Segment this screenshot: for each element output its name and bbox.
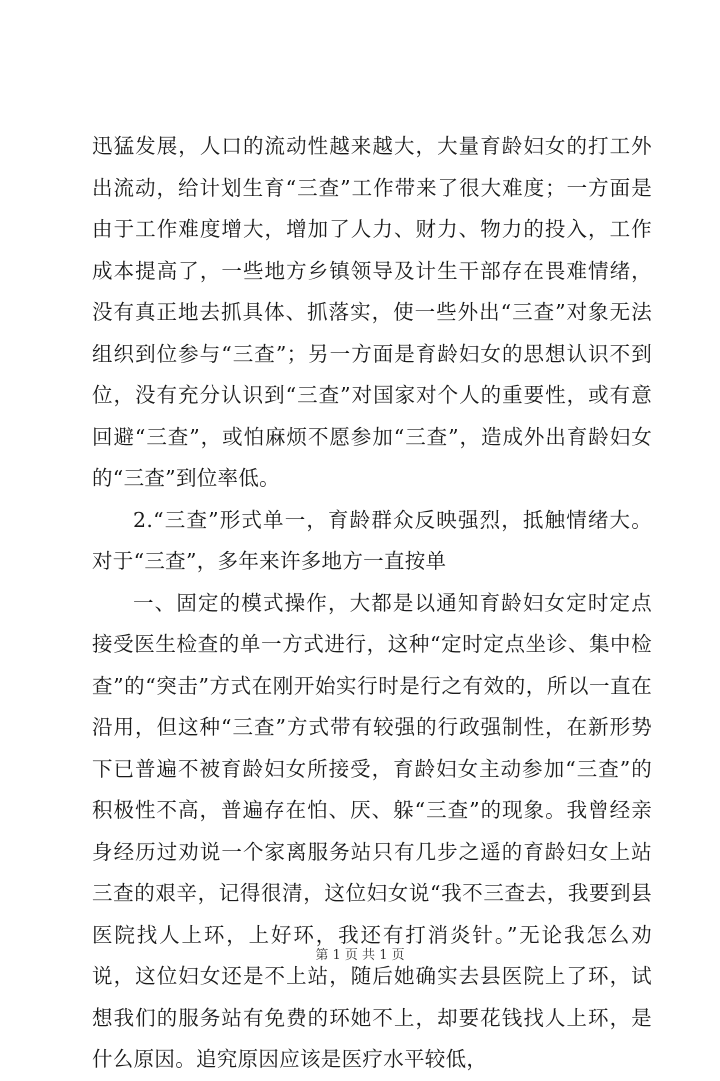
paragraph-3: 一、固定的模式操作，大都是以通知育龄妇女定时定点接受医生检查的单一方式进行，这种“定时定点坐诊、集中检查”的“突击”方式在刚开始实行时是行之有效的，所以一直在沿用，但这种“三查”方式带有较强的行政强制性，在新形势下已普遍不被育龄妇女所接受，育龄妇女主动参加“三查”的积极性不高，普遍存在怕、厌、躲“三查”的现象。我曾经亲身经历过劝说一个家离服务站只有几步之遥的育龄妇女上站三查的艰辛，记得很清，这位妇女说“我不三查去，我要到县医院找人上环，上好环，我还有打消炎针。”无论我怎么劝说，这位妇女还是不上站，随后她确实去县医院上了环，试想我们的服务站有免费的环她不上，却要花钱找人上环，是什么原因。追究原因应该是医疗水平较低， bbox=[92, 590, 652, 1071]
page-footer: 第 1 页 共 1 页 bbox=[315, 948, 405, 963]
document-body bbox=[92, 126, 652, 1081]
paragraph-2: 2.“三查”形式单一，育龄群众反映强烈，抵触情绪大。对于“三查”，多年来许多地方一直按单 bbox=[92, 507, 652, 573]
paragraph-1: 迅猛发展，人口的流动性越来越大，大量育龄妇女的打工外出流动，给计划生育“三查”工作带来了很大难度；一方面是由于工作难度增大，增加了人力、财力、物力的投入，工作成本提高了，一些地方乡镇领导及计生干部存在畏难情绪，没有真正地去抓具体、抓落实，使一些外出“三查”对象无法组织到位参与“三查”；另一方面是育龄妇女的思想认识不到位，没有充分认识到“三查”对国家对个人的重要性，或有意回避“三查”，或怕麻烦不愿参加“三查”，造成外出育龄妇女的“三查”到位率低。 bbox=[92, 134, 652, 490]
